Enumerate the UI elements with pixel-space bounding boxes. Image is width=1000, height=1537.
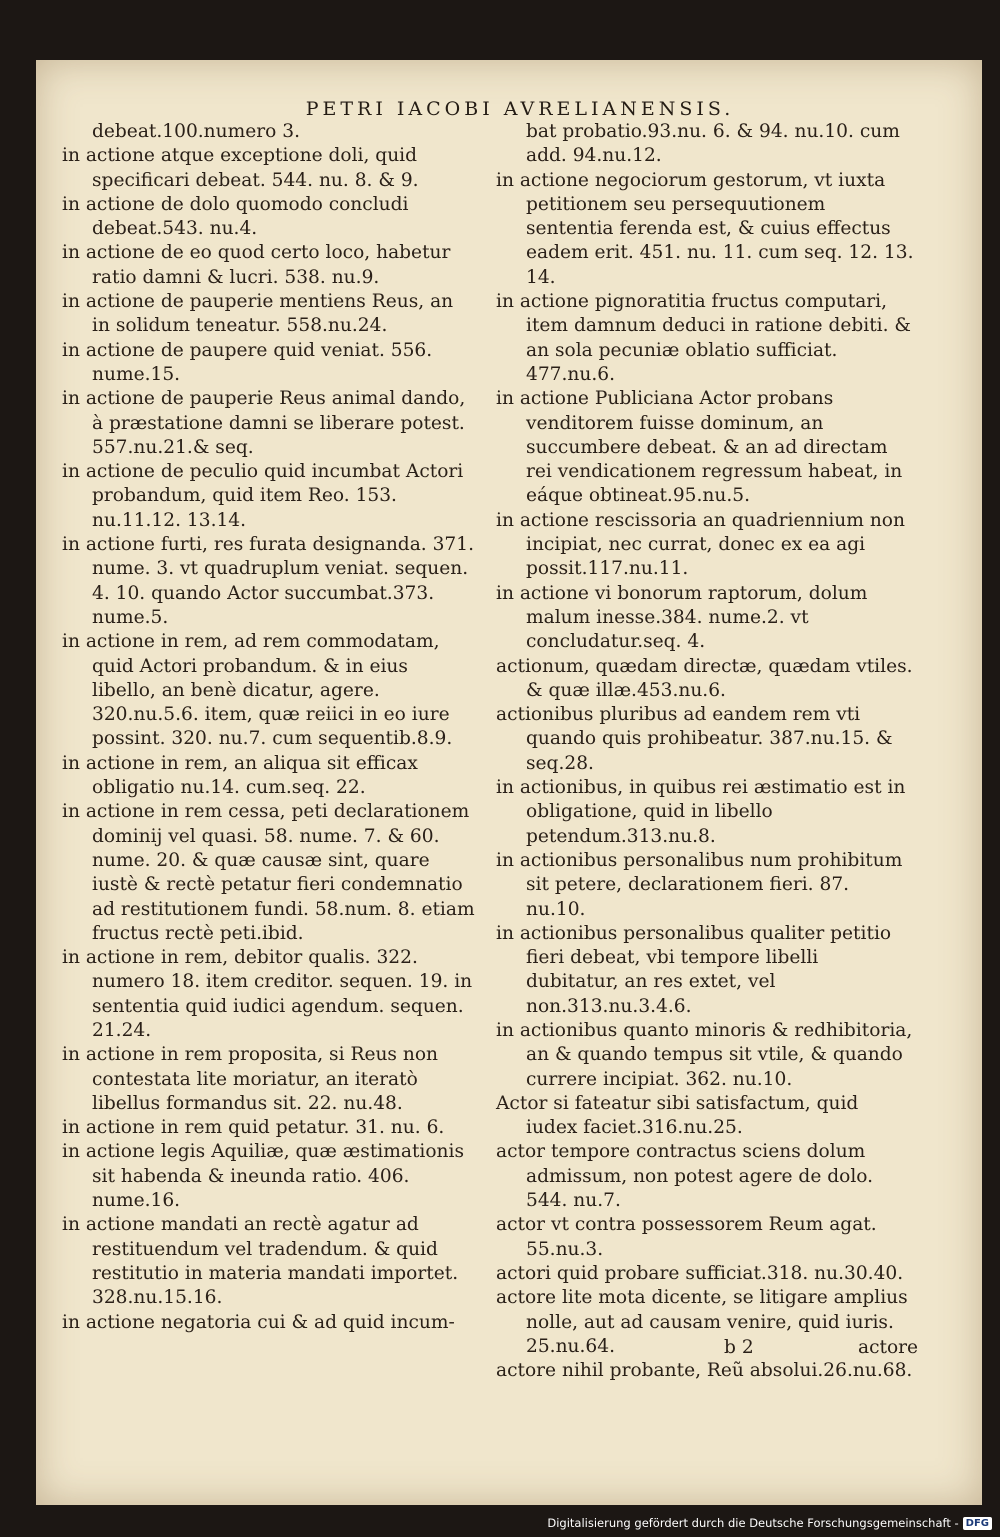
- index-entry: actor vt contra possessorem Reum agat. 55.nu.3.: [496, 1214, 877, 1260]
- index-entry: actionum, quædam directæ, quædam vtiles. & quæ illæ.453.nu.6.: [496, 655, 913, 701]
- index-entry: in actione de eo quod certo loco, habetur ratio damni & lucri. 538. nu.9.: [62, 242, 451, 288]
- index-entry: actor tempore contractus sciens dolum admissum, non potest agere de dolo. 544. nu.7.: [496, 1141, 874, 1212]
- index-column-right: [496, 120, 914, 1383]
- index-entry: debeat.100.numero 3.: [92, 121, 300, 142]
- digitization-notice-text: Digitalisierung gefördert durch die Deutsche Forschungsgemeinschaft -: [547, 1516, 959, 1530]
- index-entry: in actione atque exceptione doli, quid specificari debeat. 544. nu. 8. & 9.: [62, 145, 419, 191]
- digitization-notice: [547, 1513, 992, 1533]
- index-entry: in actione vi bonorum raptorum, dolum malum inesse.384. nume.2. vt concludatur.seq. 4.: [496, 582, 868, 653]
- index-entry: in actione Publiciana Actor probans venditorem fuisse dominum, an succumbere debeat. & an ad directam rei vendicationem regressum habeat, in eáque obtineat.95.nu.5.: [496, 388, 903, 507]
- running-head: PETRI IACOBI AVRELIANENSIS.: [305, 98, 735, 120]
- index-entry: in actionibus quanto minoris & redhibitoria, an & quando tempus sit vtile, & quando currere incipiat. 362. nu.10.: [496, 1019, 913, 1090]
- index-entry: in actione in rem proposita, si Reus non contestata lite moriatur, an iteratò libellus formandus sit. 22. nu.48.: [62, 1044, 439, 1114]
- index-entry: in actione negatoria cui & ad quid incum-: [62, 1311, 455, 1333]
- index-entry: in actione in rem cessa, peti declarationem dominij vel quasi. 58. nume. 7. & 60. nume. 20. & quæ causæ sint, quare iustè & rectè petatur fieri condemnatio ad restitutionem fundi. 58.num. 8. etiam fructus rectè peti.ibid.: [62, 801, 475, 944]
- index-entry: actori quid probare sufficiat.318. nu.30.40.: [496, 1262, 904, 1284]
- index-entry: actore lite mota dicente, se litigare amplius nolle, aut ad causam venire, quid iuris. 25.nu.64.: [496, 1287, 908, 1357]
- index-entry: in actione de dolo quomodo concludi debeat.543. nu.4.: [62, 193, 409, 240]
- index-entry: Actor si fateatur sibi satisfactum, quid iudex faciet.316.nu.25.: [496, 1092, 859, 1139]
- index-entry: bat probatio.93.nu. 6. & 94. nu.10. cum add. 94.nu.12.: [526, 121, 900, 167]
- index-entry: in actionibus personalibus qualiter petitio fieri debeat, vbi tempore libelli dubitatur, an res extet, vel non.313.nu.3.4.6.: [496, 922, 892, 1017]
- index-entry: actore nihil probante, Reũ absolui.26.nu.68.: [496, 1360, 913, 1382]
- index-entry: in actione legis Aquiliæ, quæ æstimationis sit habenda & ineunda ratio. 406. nume.16.: [62, 1141, 465, 1212]
- index-entry: in actione rescissoria an quadriennium non incipiat, nec currat, donec ex ea agi possit.117.nu.11.: [496, 509, 905, 580]
- index-entry: in actione pignoratitia fructus computari, item damnum deduci in ratione debiti. & an sola pecuniæ oblatio sufficiat. 477.nu.6.: [496, 291, 911, 385]
- dfg-logo: DFG: [963, 1517, 992, 1530]
- index-entry: in actione in rem, an aliqua sit efficax obligatio nu.14. cum.seq. 22.: [62, 752, 418, 799]
- index-entry: actionibus pluribus ad eandem rem vti quando quis prohibeatur. 387.nu.15. & seq.28.: [496, 704, 893, 774]
- index-entry: in actione de pauperie Reus animal dando, à præstatione damni se liberare potest. 557.nu.21.& seq.: [62, 388, 466, 458]
- index-entry: in actione in rem quid petatur. 31. nu. 6.: [62, 1117, 445, 1139]
- index-entry: in actione furti, res furata designanda. 371. nume. 3. vt quadruplum veniat. sequen. 4. 10. quando Actor succumbat.373. nume.5.: [62, 534, 475, 628]
- index-entry: in actione de pauperie mentiens Reus, an in solidum teneatur. 558.nu.24.: [62, 291, 454, 337]
- signature-mark: b 2: [724, 1337, 754, 1358]
- index-entry: in actionibus personalibus num prohibitum sit petere, declarationem fieri. 87. nu.10.: [496, 849, 903, 920]
- catchword: actore: [858, 1337, 919, 1358]
- index-entry: in actione de paupere quid veniat. 556. nume.15.: [62, 339, 433, 385]
- index-entry: in actione mandati an rectè agatur ad restituendum vel tradendum. & quid restitutio in materia mandati importet. 328.nu.15.16.: [62, 1214, 459, 1309]
- index-column-left: [62, 120, 476, 1335]
- index-entry: in actione negociorum gestorum, vt iuxta petitionem seu persequutionem sententia ferenda est, & cuius effectus eadem erit. 451. nu. 11. cum seq. 12. 13. 14.: [496, 169, 914, 288]
- index-entry: in actione in rem, ad rem commodatam, quid Actori probandum. & in eius libello, an benè dicatur, agere. 320.nu.5.6. item, quæ reiici in eo iure possint. 320. nu.7. cum sequentib.8.9.: [62, 631, 453, 750]
- index-entry: in actione in rem, debitor qualis. 322. numero 18. item creditor. sequen. 19. in sententia quid iudici agendum. sequen. 21.24.: [62, 947, 473, 1041]
- index-entry: in actione de peculio quid incumbat Actori probandum, quid item Reo. 153. nu.11.12. 13.14.: [62, 461, 464, 531]
- index-entry: in actionibus, in quibus rei æstimatio est in obligatione, quid in libello petendum.313.nu.8.: [496, 777, 906, 847]
